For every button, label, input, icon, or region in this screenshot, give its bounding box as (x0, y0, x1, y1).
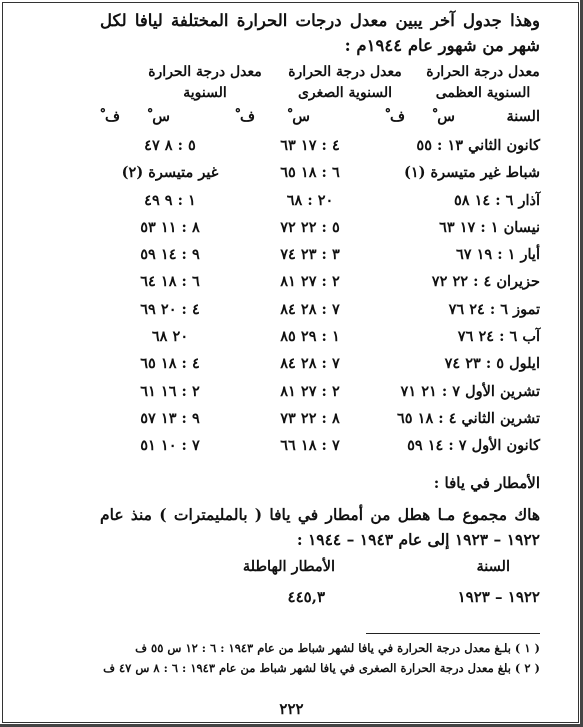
month-max-cell: أيار ١ : ١٩ ٦٧ (455, 246, 540, 264)
rain-amount-cell: ٤٤٥,٣ (287, 587, 325, 606)
annual-temp-cell: ٩ : ١٤ ٥٩ (140, 246, 200, 264)
min-temp-cell: ٧ : ٢٨ ٨٤ (280, 355, 340, 373)
month-max-cell: شباط غير متيسرة (١) (403, 164, 540, 182)
annual-temp-cell: ٢٠ ٦٨ (151, 328, 189, 346)
month-max-cell: ايلول ٥ : ٢٣ ٧٤ (444, 355, 540, 373)
table-row (100, 298, 540, 325)
table-row (100, 352, 540, 379)
annual-temp-cell: ٨ : ١١ ٥٣ (140, 218, 200, 236)
rain-col-year: السنة (476, 557, 510, 575)
table-row (100, 134, 540, 161)
month-max-cell: آب ٦ : ٢٤ ٧٦ (457, 328, 540, 346)
annual-temp-cell: ٥ : ٨ ٤٧ (144, 137, 196, 154)
annual-temp-cell: ٢ : ١٦ ٦١ (140, 382, 200, 400)
month-max-cell: نيسان ١ : ١٧ ٦٣ (439, 218, 540, 236)
table-row (100, 407, 540, 434)
annual-temp-cell: ٤ : ١٨ ٦٥ (140, 355, 200, 373)
table-row (100, 243, 540, 270)
rain-year-cell: ١٩٢٢ – ١٩٢٣ (457, 587, 540, 606)
table-row (100, 380, 540, 407)
footnote-rule (366, 633, 540, 634)
month-max-cell: كانون الثاني ١٣ : ٥٥ (416, 137, 540, 154)
table-row (100, 434, 540, 461)
min-temp-cell: ٣ : ٢٣ ٧٤ (280, 246, 340, 264)
min-temp-cell: ٦ : ١٨ ٦٥ (280, 164, 340, 182)
month-max-cell: تموز ٦ : ٢٤ ٧٦ (448, 300, 540, 318)
min-temp-cell: ٤ : ١٧ ٦٣ (280, 137, 340, 154)
min-temp-cell: ٢ : ٢٧ ٨١ (280, 273, 340, 291)
min-temp-cell: ٧ : ٢٨ ٨٤ (280, 300, 340, 318)
units-row (100, 106, 540, 134)
min-temp-cell: ٥ : ٢٢ ٧٢ (280, 218, 340, 236)
header-annual-temp: معدل درجة الحرارة السنوية (148, 64, 262, 101)
table-row (100, 216, 540, 243)
rain-paragraph: هاك مجموع مـا هطل من أمطار في يافا ( بالمليمترات ) منذ عام ١٩٢٢ – ١٩٢٣ إلى عام ١٩٤٣ – ١٩٤٤ : (100, 504, 540, 549)
rain-table-row (100, 588, 540, 618)
table-row (100, 270, 540, 297)
unit-year: السنة (506, 108, 540, 125)
min-temp-cell: ٢٠ : ٦٨ (286, 191, 334, 209)
unit-celsius: س ْ (288, 108, 310, 125)
page-number: ٢٢٢ (279, 700, 304, 718)
min-temp-cell: ٧ : ١٨ ٦٦ (280, 437, 340, 455)
unit-celsius: س ْ (148, 108, 170, 125)
unit-fahrenheit: ف ْ (235, 108, 255, 125)
table-row (100, 325, 540, 352)
month-max-cell: حزيران ٤ : ٢٢ ٧٢ (431, 273, 540, 291)
min-temp-cell: ٨ : ٢٢ ٧٣ (280, 409, 340, 427)
table-row (100, 189, 540, 216)
intro-paragraph: وهذا جدول آخر يبين معدل درجات الحرارة المختلفة ليافا لكل شهر من شهور عام ١٩٤٤م : (100, 11, 540, 55)
annual-temp-cell: غير متيسرة (٢) (121, 164, 219, 182)
table-row (100, 161, 540, 188)
footnote-1: ( ١ ) بلـغ معدل درجة الحرارة في يافا لشهر شباط من عام ١٩٤٣ : ٦ : ١٢ س ٥٥ ف (135, 641, 540, 655)
footnotes (100, 638, 540, 678)
unit-fahrenheit: ف ْ (385, 108, 405, 125)
document-body (100, 8, 540, 618)
rain-section-title: الأمطار في يافا : (433, 473, 540, 492)
header-min-temp: معدل درجة الحرارة السنوية الصغرى (288, 64, 402, 101)
min-temp-cell: ١ : ٢٩ ٨٥ (280, 328, 340, 346)
annual-temp-cell: ٤ : ٢٠ ٦٩ (140, 300, 200, 318)
rain-table-header (100, 558, 540, 588)
annual-temp-cell: ٩ : ١٣ ٥٧ (140, 409, 200, 427)
header-max-temp: معدل درجة الحرارة السنوية العظمى (426, 64, 540, 101)
month-max-cell: كانون الأول ٧ : ١٤ ٥٩ (407, 437, 540, 455)
unit-celsius: س ْ (433, 108, 455, 125)
month-max-cell: تشرين الثاني ٤ : ١٨ ٦٥ (397, 409, 540, 427)
annual-temp-cell: ٧ : ١٠ ٥١ (140, 437, 200, 455)
month-max-cell: تشرين الأول ٧ : ٢١ ٧١ (400, 382, 540, 400)
unit-fahrenheit: ف ْ (100, 108, 120, 125)
annual-temp-cell: ١ : ٩ ٤٩ (144, 191, 196, 209)
table-header (100, 62, 540, 106)
month-max-cell: آذار ٦ : ١٤ ٥٨ (453, 191, 540, 209)
min-temp-cell: ٢ : ٢٧ ٨١ (280, 382, 340, 400)
rain-col-amount: الأمطار الهاطلة (242, 557, 335, 575)
annual-temp-cell: ٦ : ١٨ ٦٤ (140, 273, 200, 291)
footnote-2: ( ٢ ) بلغ معدل درجة الحرارة الصغرى في يافا لشهر شباط من عام ١٩٤٣ : ٦ : ٨ س ٤٧ ف (103, 661, 540, 675)
